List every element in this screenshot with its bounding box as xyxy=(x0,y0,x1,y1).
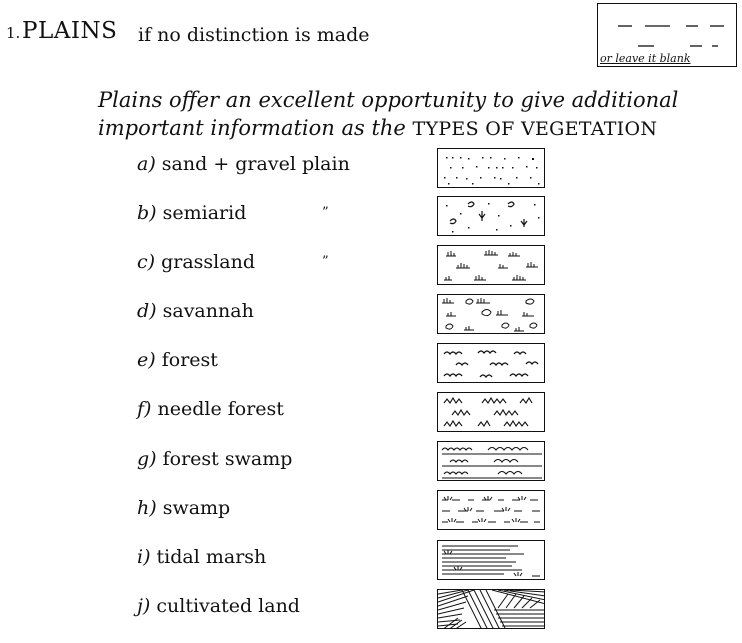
forest-swamp-swatch xyxy=(437,441,545,481)
item-letter: b) xyxy=(137,202,157,224)
item-letter: h) xyxy=(137,497,157,519)
item-label: sand + gravel plain xyxy=(161,153,350,175)
intro-line-2-text: important information as the xyxy=(98,116,406,140)
savannah-pattern xyxy=(438,295,545,334)
needle-forest-swatch xyxy=(437,392,545,432)
item-label: swamp xyxy=(162,497,231,519)
needle-pattern xyxy=(438,393,545,432)
item-label: cultivated land xyxy=(156,595,300,617)
item-letter: j) xyxy=(137,595,151,617)
grass-pattern xyxy=(438,246,545,285)
forest-swamp-pattern xyxy=(438,442,545,481)
tidal-marsh-pattern xyxy=(438,541,545,580)
ditto-mark: ” xyxy=(322,254,329,269)
semiarid-swatch xyxy=(437,196,545,236)
forest-swatch xyxy=(437,343,545,383)
item-label: tidal marsh xyxy=(156,546,267,568)
item-letter: e) xyxy=(137,349,156,371)
intro-line-2-caps: TYPES OF VEGETATION xyxy=(412,118,658,140)
intro-line-2 xyxy=(98,116,657,140)
item-label: grassland xyxy=(161,251,255,273)
ditto-mark: ” xyxy=(322,205,329,220)
tidal-marsh-swatch xyxy=(437,540,545,580)
legend-item-swamp xyxy=(137,497,230,519)
item-label: forest xyxy=(161,349,218,371)
legend-item-sand-gravel xyxy=(137,153,350,175)
cultivated-pattern xyxy=(438,590,545,629)
dots-pattern xyxy=(438,149,545,188)
heading-number: 1. xyxy=(6,24,21,42)
sand-gravel-swatch xyxy=(437,148,545,188)
item-label: forest swamp xyxy=(162,448,293,470)
semiarid-pattern xyxy=(438,197,545,236)
item-label: semiarid xyxy=(162,202,247,224)
item-label: savannah xyxy=(162,300,254,322)
legend-item-forest-swamp xyxy=(137,448,292,470)
intro-line-1: Plains offer an excellent opportunity to give additional xyxy=(98,88,679,112)
item-letter: i) xyxy=(137,546,151,568)
forest-pattern xyxy=(438,344,545,383)
legend-item-needle-forest xyxy=(137,398,284,420)
legend-item-semiarid xyxy=(137,202,246,224)
item-letter: c) xyxy=(137,251,156,273)
cultivated-land-swatch xyxy=(437,589,545,629)
legend-item-tidal-marsh xyxy=(137,546,266,568)
blank-caption: or leave it blank xyxy=(600,52,691,65)
item-letter: a) xyxy=(137,153,156,175)
swamp-pattern xyxy=(438,491,545,530)
legend-item-cultivated-land xyxy=(137,595,300,617)
item-label: needle forest xyxy=(157,398,284,420)
item-letter: g) xyxy=(137,448,157,470)
legend-item-savannah xyxy=(137,300,254,322)
heading-note: if no distinction is made xyxy=(138,24,370,46)
legend-item-forest xyxy=(137,349,218,371)
item-letter: d) xyxy=(137,300,157,322)
swamp-swatch xyxy=(437,490,545,530)
legend-item-grassland xyxy=(137,251,255,273)
heading-title: PLAINS xyxy=(22,18,118,44)
savannah-swatch xyxy=(437,294,545,334)
item-letter: f) xyxy=(137,398,152,420)
grassland-swatch xyxy=(437,245,545,285)
